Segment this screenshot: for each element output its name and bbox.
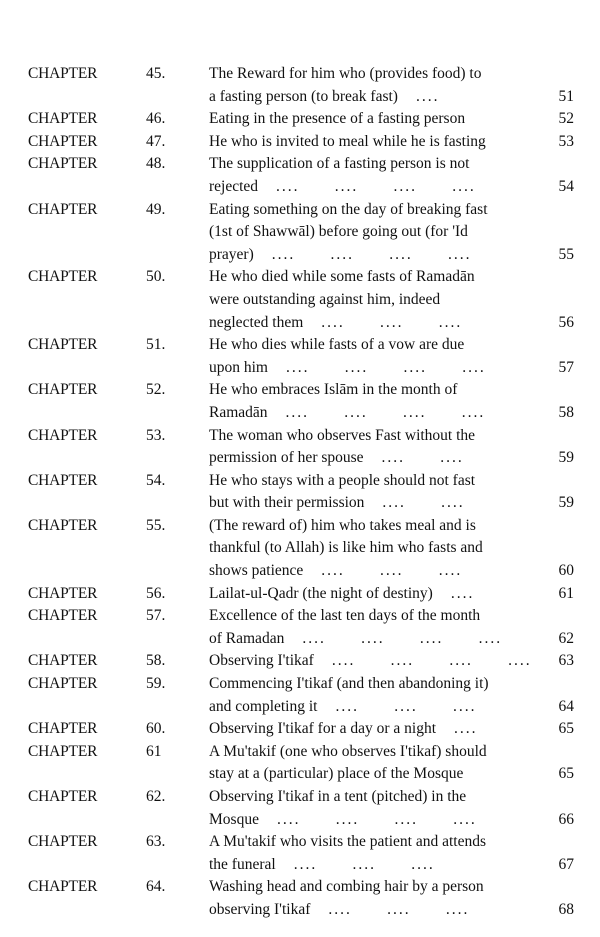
chapter-title-line [209, 199, 549, 222]
chapter-title-line [209, 357, 549, 380]
page-number: 65 [558, 720, 574, 738]
toc-entry [0, 831, 600, 876]
chapter-label: CHAPTER [28, 878, 98, 896]
chapter-title [209, 108, 549, 131]
chapter-title-text: He who is invited to meal while he is fasting [209, 132, 486, 150]
chapter-title-text: Eating something on the day of breaking fast [209, 200, 488, 218]
leader-dots: .... [454, 720, 478, 738]
chapter-title-line [209, 628, 549, 651]
chapter-title-text: were outstanding against him, indeed [209, 290, 441, 308]
chapter-title-text: Observing I'tikaf [209, 652, 314, 670]
chapter-title-text: Washing head and combing hair by a person [209, 878, 484, 896]
chapter-title-line [209, 876, 549, 899]
leader-dots: .... .... .... .... [331, 652, 532, 670]
toc-entry [0, 741, 600, 786]
page-number: 52 [558, 110, 574, 128]
chapter-label: CHAPTER [28, 336, 98, 354]
page-number: 57 [558, 358, 574, 376]
chapter-label: CHAPTER [28, 675, 98, 693]
chapter-title-text: (The reward of) him who takes meal and is [209, 516, 476, 534]
chapter-title-line [209, 470, 549, 493]
chapter-title [209, 831, 549, 876]
toc-entry [0, 515, 600, 583]
chapter-title-line [209, 854, 549, 877]
chapter-title-line [209, 650, 549, 673]
chapter-title-line [209, 312, 549, 335]
toc-entry [0, 266, 600, 334]
chapter-title-line [209, 86, 549, 109]
toc-entry [0, 718, 600, 741]
chapter-title-line [209, 786, 549, 809]
chapter-title [209, 583, 549, 606]
chapter-title-line [209, 537, 549, 560]
chapter-number: 63. [146, 833, 166, 851]
chapter-number: 46. [146, 110, 166, 128]
chapter-title-text: neglected them [209, 313, 304, 331]
chapter-title-line [209, 176, 549, 199]
chapter-title-line [209, 763, 549, 786]
leader-dots: .... .... [382, 494, 465, 512]
chapter-title-line [209, 809, 549, 832]
chapter-title-line [209, 131, 549, 154]
page-number: 58 [558, 403, 574, 421]
chapter-title [209, 673, 549, 718]
chapter-label: CHAPTER [28, 516, 98, 534]
page-number: 61 [558, 584, 574, 602]
chapter-title-line [209, 153, 549, 176]
page-number: 60 [558, 562, 574, 580]
chapter-number: 61 [146, 742, 162, 760]
chapter-title [209, 199, 549, 267]
page-number: 62 [558, 629, 574, 647]
chapter-title [209, 153, 549, 198]
leader-dots: .... .... .... .... [276, 810, 477, 828]
chapter-title-text: He who embraces Islām in the month of [209, 381, 458, 399]
page-number: 63 [558, 652, 574, 670]
chapter-title-line [209, 266, 549, 289]
leader-dots: .... .... .... [328, 900, 470, 918]
leader-dots: .... .... .... [321, 313, 463, 331]
chapter-number: 56. [146, 584, 166, 602]
page-number: 59 [558, 449, 574, 467]
chapter-title-text: A Mu'takif (one who observes I'tikaf) should [209, 742, 487, 760]
chapter-title-line [209, 696, 549, 719]
chapter-title-text: (1st of Shawwāl) before going out (for 'Id [209, 223, 468, 241]
toc-entry [0, 63, 600, 108]
chapter-title [209, 425, 549, 470]
leader-dots: .... .... .... .... [285, 403, 486, 421]
chapter-number: 51. [146, 336, 166, 354]
chapter-title [209, 266, 549, 334]
chapter-title-text: A Mu'takif who visits the patient and attends [209, 833, 487, 851]
chapter-title [209, 650, 549, 673]
chapter-number: 64. [146, 878, 166, 896]
toc-entry [0, 199, 600, 267]
chapter-title-text: Observing I'tikaf in a tent (pitched) in the [209, 788, 467, 805]
chapter-title-text: He who died while some fasts of Ramadān [209, 268, 475, 286]
chapter-title-text: He who dies while fasts of a vow are due [209, 336, 465, 354]
chapter-title-text: Ramadān [209, 403, 268, 421]
chapter-number: 62. [146, 788, 166, 805]
leader-dots: .... .... .... .... [271, 245, 472, 263]
chapter-title-line [209, 718, 549, 741]
chapter-title-line [209, 289, 549, 312]
chapter-number: 48. [146, 155, 166, 173]
leader-dots: .... .... [381, 449, 464, 467]
chapter-title-text: The Reward for him who (provides food) to [209, 65, 482, 82]
chapter-title-text: observing I'tikaf [209, 900, 311, 918]
chapter-title-text: upon him [209, 358, 268, 376]
chapter-number: 54. [146, 471, 166, 489]
toc-entry [0, 786, 600, 831]
chapter-title-line [209, 221, 549, 244]
chapter-title-text: permission of her spouse [209, 449, 364, 467]
chapter-title [209, 470, 549, 515]
chapter-label: CHAPTER [28, 742, 98, 760]
chapter-title-text: rejected [209, 177, 259, 195]
chapter-title-text: prayer) [209, 245, 254, 263]
chapter-label: CHAPTER [28, 268, 98, 286]
leader-dots: .... .... .... [293, 855, 435, 873]
chapter-title-line [209, 447, 549, 470]
table-of-contents [0, 63, 600, 922]
chapter-title-line [209, 741, 549, 764]
chapter-label: CHAPTER [28, 426, 98, 444]
chapter-title-line [209, 425, 549, 448]
chapter-number: 45. [146, 65, 166, 82]
chapter-title-line [209, 108, 549, 131]
toc-entry [0, 334, 600, 379]
chapter-title [209, 876, 549, 921]
leader-dots: .... .... .... [321, 562, 463, 580]
chapter-title-line [209, 63, 549, 86]
toc-entry [0, 583, 600, 606]
chapter-title-text: of Ramadan [209, 629, 285, 647]
chapter-title-text: and completing it [209, 697, 318, 715]
chapter-title-text: He who stays with a people should not fast [209, 471, 476, 489]
chapter-number: 47. [146, 132, 166, 150]
toc-entries [0, 63, 600, 922]
page-number: 59 [558, 494, 574, 512]
page-number: 67 [558, 855, 574, 873]
chapter-title [209, 131, 549, 154]
toc-entry [0, 425, 600, 470]
chapter-title-text: Observing I'tikaf for a day or a night [209, 720, 437, 738]
leader-dots: .... [450, 584, 475, 602]
chapter-number: 59. [146, 675, 166, 693]
chapter-number: 50. [146, 268, 166, 286]
chapter-label: CHAPTER [28, 381, 98, 399]
chapter-title-line [209, 831, 549, 854]
chapter-number: 58. [146, 652, 166, 670]
chapter-title-text: but with their permission [209, 494, 365, 512]
chapter-title [209, 605, 549, 650]
toc-entry [0, 605, 600, 650]
toc-entry [0, 131, 600, 154]
leader-dots: .... .... .... .... [286, 358, 486, 376]
toc-entry [0, 470, 600, 515]
chapter-title [209, 718, 549, 741]
chapter-label: CHAPTER [28, 132, 98, 150]
chapter-title-text: a fasting person (to break fast) [209, 87, 398, 105]
leader-dots: .... .... .... [335, 697, 477, 715]
toc-entry [0, 876, 600, 921]
chapter-label: CHAPTER [28, 833, 98, 851]
chapter-title-line [209, 244, 549, 267]
chapter-title-text: thankful (to Allah) is like him who fasts and [209, 539, 483, 557]
chapter-title [209, 334, 549, 379]
chapter-label: CHAPTER [28, 652, 98, 670]
chapter-title-line [209, 379, 549, 402]
leader-dots: .... [415, 87, 440, 105]
chapter-label: CHAPTER [28, 110, 98, 128]
chapter-title-text: Excellence of the last ten days of the month [209, 607, 481, 625]
toc-entry [0, 673, 600, 718]
chapter-title-line [209, 560, 549, 583]
toc-entry [0, 153, 600, 198]
chapter-number: 55. [146, 516, 166, 534]
chapter-title [209, 515, 549, 583]
chapter-title-text: The supplication of a fasting person is not [209, 155, 470, 173]
chapter-title-text: shows patience [209, 562, 304, 580]
chapter-number: 60. [146, 720, 166, 738]
chapter-title [209, 741, 549, 786]
chapter-label: CHAPTER [28, 65, 98, 82]
chapter-title-text: Eating in the presence of a fasting person [209, 110, 466, 128]
page-number: 56 [558, 313, 574, 331]
chapter-number: 49. [146, 200, 166, 218]
chapter-title-text: Commencing I'tikaf (and then abandoning it) [209, 675, 489, 693]
chapter-title [209, 379, 549, 424]
chapter-title-text: Mosque [209, 810, 259, 828]
chapter-number: 52. [146, 381, 166, 399]
toc-entry [0, 108, 600, 131]
leader-dots: .... .... .... .... [302, 629, 503, 647]
leader-dots: .... .... .... .... [276, 177, 476, 195]
chapter-label: CHAPTER [28, 155, 98, 173]
page-number: 64 [558, 697, 574, 715]
page-number: 55 [558, 245, 574, 263]
page-number: 66 [558, 810, 574, 828]
chapter-title-line [209, 899, 549, 922]
chapter-title [209, 786, 549, 831]
page-number: 68 [558, 900, 574, 918]
chapter-title-text: the funeral [209, 855, 276, 873]
chapter-title-line [209, 334, 549, 357]
chapter-title-text: The woman who observes Fast without the [209, 426, 476, 444]
chapter-title-line [209, 402, 549, 425]
chapter-label: CHAPTER [28, 788, 98, 805]
chapter-label: CHAPTER [28, 584, 98, 602]
chapter-title-text: stay at a (particular) place of the Mosque [209, 765, 464, 783]
chapter-title-text: Lailat-ul-Qadr (the night of destiny) [209, 584, 433, 602]
chapter-title-line [209, 515, 549, 538]
toc-entry [0, 379, 600, 424]
chapter-title-line [209, 583, 549, 606]
chapter-number: 53. [146, 426, 166, 444]
chapter-label: CHAPTER [28, 471, 98, 489]
page-number: 53 [558, 132, 574, 150]
chapter-title [209, 63, 549, 108]
chapter-title-line [209, 673, 549, 696]
chapter-label: CHAPTER [28, 720, 98, 738]
page-number: 51 [558, 87, 574, 105]
chapter-label: CHAPTER [28, 607, 98, 625]
page-number: 65 [558, 765, 574, 783]
chapter-label: CHAPTER [28, 200, 98, 218]
chapter-number: 57. [146, 607, 166, 625]
page-number: 54 [558, 177, 574, 195]
chapter-title-line [209, 492, 549, 515]
chapter-title-line [209, 605, 549, 628]
toc-entry [0, 650, 600, 673]
